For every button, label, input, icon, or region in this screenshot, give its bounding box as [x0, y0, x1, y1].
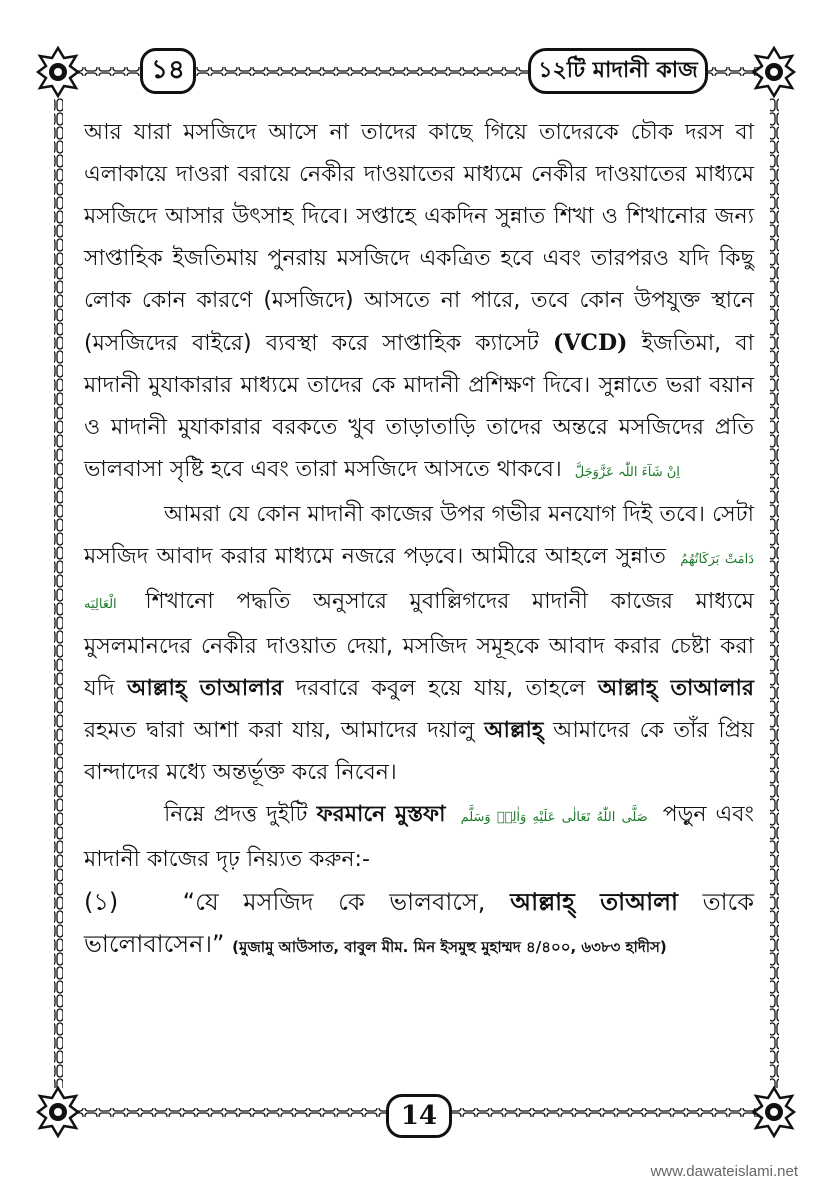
paragraph-2-bold-1: আল্লাহ্ তাআলার — [127, 676, 284, 701]
header-page-number: ১৪ — [140, 48, 196, 94]
paragraph-3-text-b: পড়ুন এবং মাদানী কাজের দৃঢ় নিয়্যত করুন:- — [84, 802, 754, 872]
paragraph-2-text-e: আমাদের কে তাঁর প্রিয় বান্দাদের মধ্যে অন্তর্ভূক্ত করে নিবেন। — [84, 718, 754, 785]
hadith-1-reference: (মুজামু আউসাত, বাবুল মীম. মিন ইসমুহু মুহাম্মদ ৪/৪০০, ৬৩৮৩ হাদীস) — [232, 938, 667, 956]
paragraph-1 — [84, 112, 754, 494]
hadith-1-number: (১) — [84, 888, 119, 916]
paragraph-2-text-c: দরবারে কবুল হয়ে যায়, তাহলে — [295, 676, 586, 701]
header-book-title: ১২টি মাদানী কাজ — [528, 48, 708, 94]
corner-ornament-bottom-right — [754, 1088, 794, 1136]
paragraph-3 — [84, 794, 754, 881]
hadith-1-text-a: “যে মসজিদ কে ভালবাসে, — [182, 888, 486, 916]
paragraph-2-bold-2: আল্লাহ্ তাআলার — [598, 676, 754, 701]
paragraph-2-text-b: শিখানো পদ্ধতি অনুসারে মুবাল্লিগদের মাদানী কাজের মাধ্যমে মুসলমানদের নেকীর দাওয়াত দেয়া, মসজিদ সমূহকে আবাদ করার চেষ্টা করা যদি — [84, 589, 754, 701]
arabic-inshallah: اِنْ شَآءَ اللّٰہ عَزَّوَجَلَّ — [574, 465, 680, 480]
website-url: www.dawateislami.net — [650, 1163, 798, 1180]
paragraph-3-text-a: নিম্নে প্রদত্ত দুইটি — [164, 802, 308, 827]
corner-ornament-bottom-left — [38, 1088, 78, 1136]
paragraph-2 — [84, 494, 754, 794]
paragraph-1-text-b: ইজতিমা, বা মাদানী মুযাকারার মাধ্যমে তাদের কে মাদানী প্রশিক্ষণ দিবে। সুন্নাতে ভরা বয়ান ও মাদানী মুযাকারার বরকতে খুব তাড়াতাড়ি তাদের অন্তরে মসজিদের প্রতি ভালবাসা সৃষ্টি হবে এবং তারা মসজিদে আসতে থাকবে। — [84, 331, 755, 482]
footer-page-number: 14 — [386, 1094, 452, 1138]
paragraph-1-text: আর যারা মসজিদে আসে না তাদের কাছে গিয়ে তাদেরকে চৌক দরস বা এলাকায়ে দাওরা বরায়ে নেকীর দাওয়াতের মাধ্যমে নেকীর দাওয়াতের মাধ্যমে মসজিদে আসার উৎসাহ দিবে। সপ্তাহে একদিন সুন্নাত শিখা ও শিখানোর জন্য সাপ্তাহিক ইজতিমায় পুনরায় মসজিদে একত্রিত হবে এবং তারপরও যদি কিছু লোক কোন কারণে (মসজিদে) আসতে না পারে, তবে কোন উপযুক্ত স্থানে (মসজিদের বাইরে) ব্যবস্থা করে সাপ্তাহিক ক্যাসেট — [84, 120, 754, 356]
arabic-damat-barakatuhum: دَامَتْ بَرَكَاتُهُمُ الْعَالِيَه — [84, 552, 754, 612]
corner-ornament-top-right — [754, 48, 794, 96]
paragraph-2-text-d: রহমত দ্বারা আশা করা যায়, আমাদের দয়ালু — [84, 718, 475, 743]
hadith-1 — [84, 881, 754, 968]
paragraph-2-text-a: আমরা যে কোন মাদানী কাজের উপর গভীর মনযোগ দিই তবে। সেটা মসজিদ আবাদ করার মাধ্যমে নজরে পড়বে। আমীরে আহলে সুন্নাত — [84, 502, 754, 569]
vcd-label: (VCD) — [552, 330, 628, 356]
paragraph-3-bold: ফরমানে মুস্তফা — [316, 802, 446, 827]
corner-ornament-top-left — [38, 48, 78, 96]
paragraph-2-bold-3: আল্লাহ্ — [484, 718, 544, 743]
arabic-salawat: صَلَّى اللّٰهُ تَعَالٰى عَلَيْهِ وَاٰلِهٖ وَسَلَّم — [460, 810, 648, 825]
hadith-1-bold: আল্লাহ্ তাআলা — [510, 888, 678, 916]
page-body — [84, 112, 754, 968]
hadith-1-text-b: তাকে ভালোবাসেন।” — [84, 888, 754, 958]
